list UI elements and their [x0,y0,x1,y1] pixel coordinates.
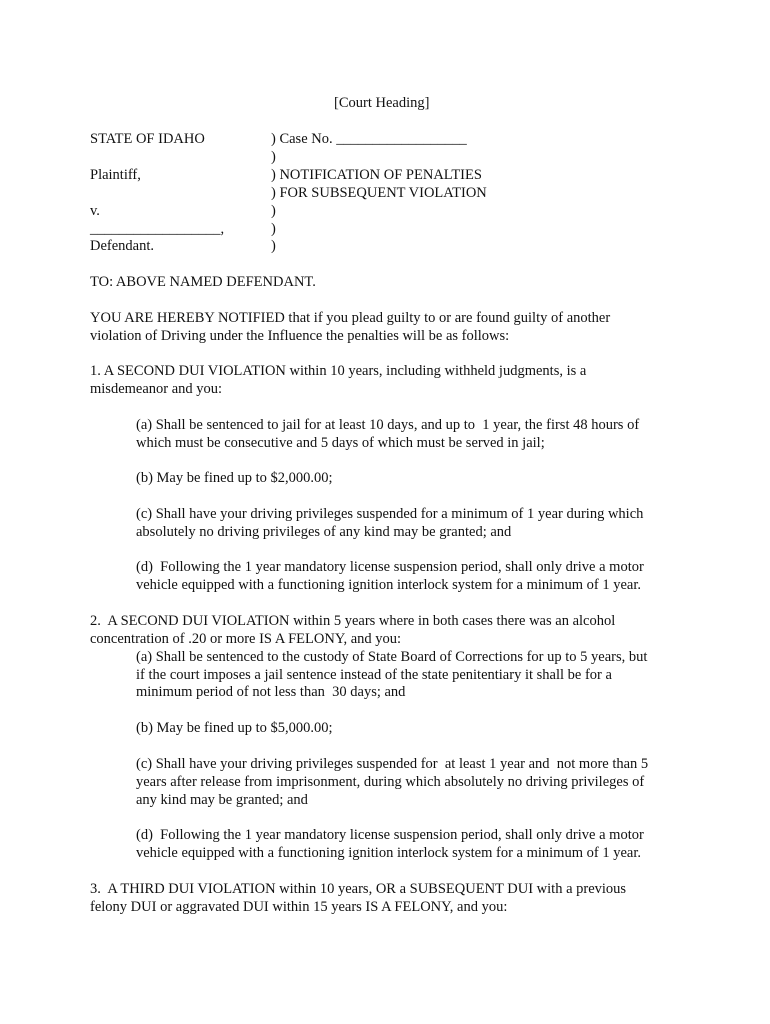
section-2-intro: concentration of .20 or more IS A FELONY, and you: [90,631,402,647]
section-1-item-d: vehicle equipped with a functioning ignition interlock system for a minimum of 1 year. [136,577,641,593]
section-3-intro: 3. A THIRD DUI VIOLATION within 10 years, OR a SUBSEQUENT DUI with a previous [90,881,627,897]
addressee-line: TO: ABOVE NAMED DEFENDANT. [90,274,316,290]
section-2-item-a: if the court imposes a jail sentence instead of the state penitentiary it shall be for a [136,667,612,683]
caption-case-number: ) Case No. __________________ [271,131,467,147]
section-2-item-d: vehicle equipped with a functioning ignition interlock system for a minimum of 1 year. [136,845,641,861]
caption-title-line-1: ) NOTIFICATION OF PENALTIES [271,167,482,183]
court-heading: [Court Heading] [334,95,430,111]
section-1-intro: 1. A SECOND DUI VIOLATION within 10 years, including withheld judgments, is a [90,363,587,379]
section-1-intro: misdemeanor and you: [90,381,223,397]
section-2-item-c: years after release from imprisonment, during which absolutely no driving privileges of [136,774,645,790]
section-1-item-d: (d) Following the 1 year mandatory license suspension period, shall only drive a motor [136,559,644,575]
caption-versus: v. [90,203,100,219]
caption-defendant: Defendant. [90,238,155,254]
caption-bracket: ) [271,203,276,219]
section-2-intro: 2. A SECOND DUI VIOLATION within 5 years where in both cases there was an alcohol [90,613,616,629]
section-2-item-b: (b) May be fined up to $5,000.00; [136,720,333,736]
section-2-item-a: (a) Shall be sentenced to the custody of State Board of Corrections for up to 5 years, but [136,649,648,665]
notice-line: violation of Driving under the Influence the penalties will be as follows: [90,328,510,344]
section-2-item-c: (c) Shall have your driving privileges suspended for at least 1 year and not more than 5 [136,756,649,772]
notice-line: YOU ARE HEREBY NOTIFIED that if you plead guilty to or are found guilty of another [90,310,611,326]
caption-state: STATE OF IDAHO [90,131,205,147]
section-2-item-d: (d) Following the 1 year mandatory license suspension period, shall only drive a motor [136,827,644,843]
caption-defendant-blank: __________________, [90,221,225,237]
caption-bracket: ) [271,221,276,237]
section-1-item-a: (a) Shall be sentenced to jail for at least 10 days, and up to 1 year, the first 48 hours of [136,417,640,433]
section-1-item-c: (c) Shall have your driving privileges suspended for a minimum of 1 year during which [136,506,644,522]
caption-bracket: ) [271,238,276,254]
section-1-item-a: which must be consecutive and 5 days of which must be served in jail; [136,435,545,451]
section-1-item-c: absolutely no driving privileges of any kind may be granted; and [136,524,512,540]
section-2-item-c: any kind may be granted; and [136,792,308,808]
caption-title-line-2: ) FOR SUBSEQUENT VIOLATION [271,185,487,201]
section-3-intro: felony DUI or aggravated DUI within 15 years IS A FELONY, and you: [90,899,508,915]
caption-plaintiff: Plaintiff, [90,167,141,183]
caption-bracket: ) [271,149,276,165]
section-2-item-a: minimum period of not less than 30 days; and [136,684,406,700]
section-1-item-b: (b) May be fined up to $2,000.00; [136,470,333,486]
